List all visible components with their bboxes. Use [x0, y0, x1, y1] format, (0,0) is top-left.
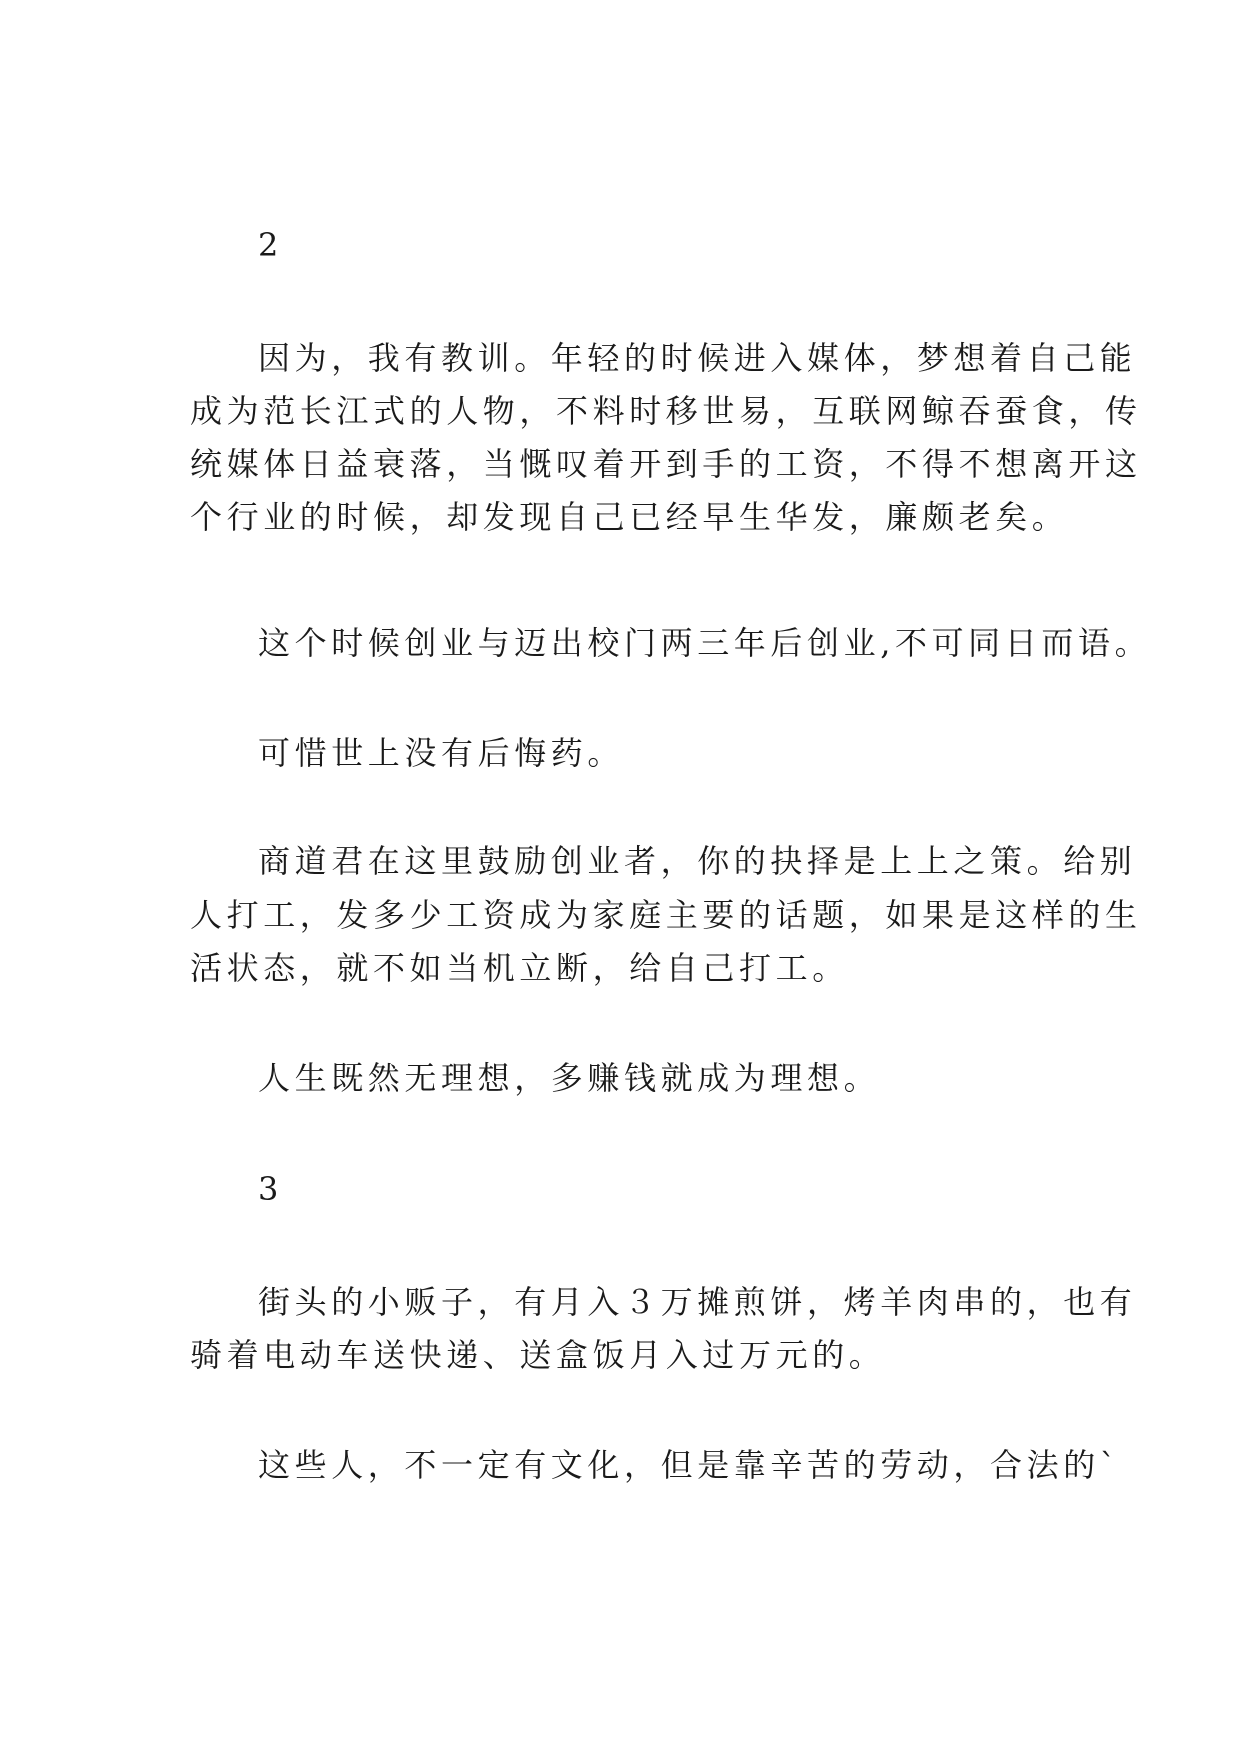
section-number: 3 — [258, 1170, 283, 1208]
paragraph-line: 人打工，发多少工资成为家庭主要的话题，如果是这样的生 — [190, 896, 1142, 934]
paragraph-line: 街头的小贩子，有月入３万摊煎饼，烤羊肉串的，也有 — [258, 1283, 1137, 1321]
paragraph-line: 个行业的时候，却发现自己已经早生华发，廉颇老矣。 — [190, 498, 1069, 536]
paragraph-line: 成为范长江式的人物，不料时移世易，互联网鲸吞蚕食，传 — [190, 392, 1142, 430]
paragraph-line: 可惜世上没有后悔药。 — [258, 734, 625, 772]
paragraph-line: 骑着电动车送快递、送盒饭月入过万元的。 — [190, 1336, 886, 1374]
paragraph-line: 因为，我有教训。年轻的时候进入媒体，梦想着自己能 — [258, 339, 1137, 377]
paragraph-line: 这些人，不一定有文化，但是靠辛苦的劳动，合法的` — [258, 1446, 1121, 1484]
section-number: 2 — [258, 226, 283, 264]
paragraph-line: 这个时候创业与迈出校门两三年后创业,不可同日而语。 — [258, 624, 1152, 662]
paragraph-line: 活状态，就不如当机立断，给自己打工。 — [190, 949, 849, 987]
paragraph-line: 统媒体日益衰落，当慨叹着开到手的工资，不得不想离开这 — [190, 445, 1142, 483]
paragraph-line: 人生既然无理想，多赚钱就成为理想。 — [258, 1059, 881, 1097]
paragraph-line: 商道君在这里鼓励创业者，你的抉择是上上之策。给别 — [258, 842, 1137, 880]
